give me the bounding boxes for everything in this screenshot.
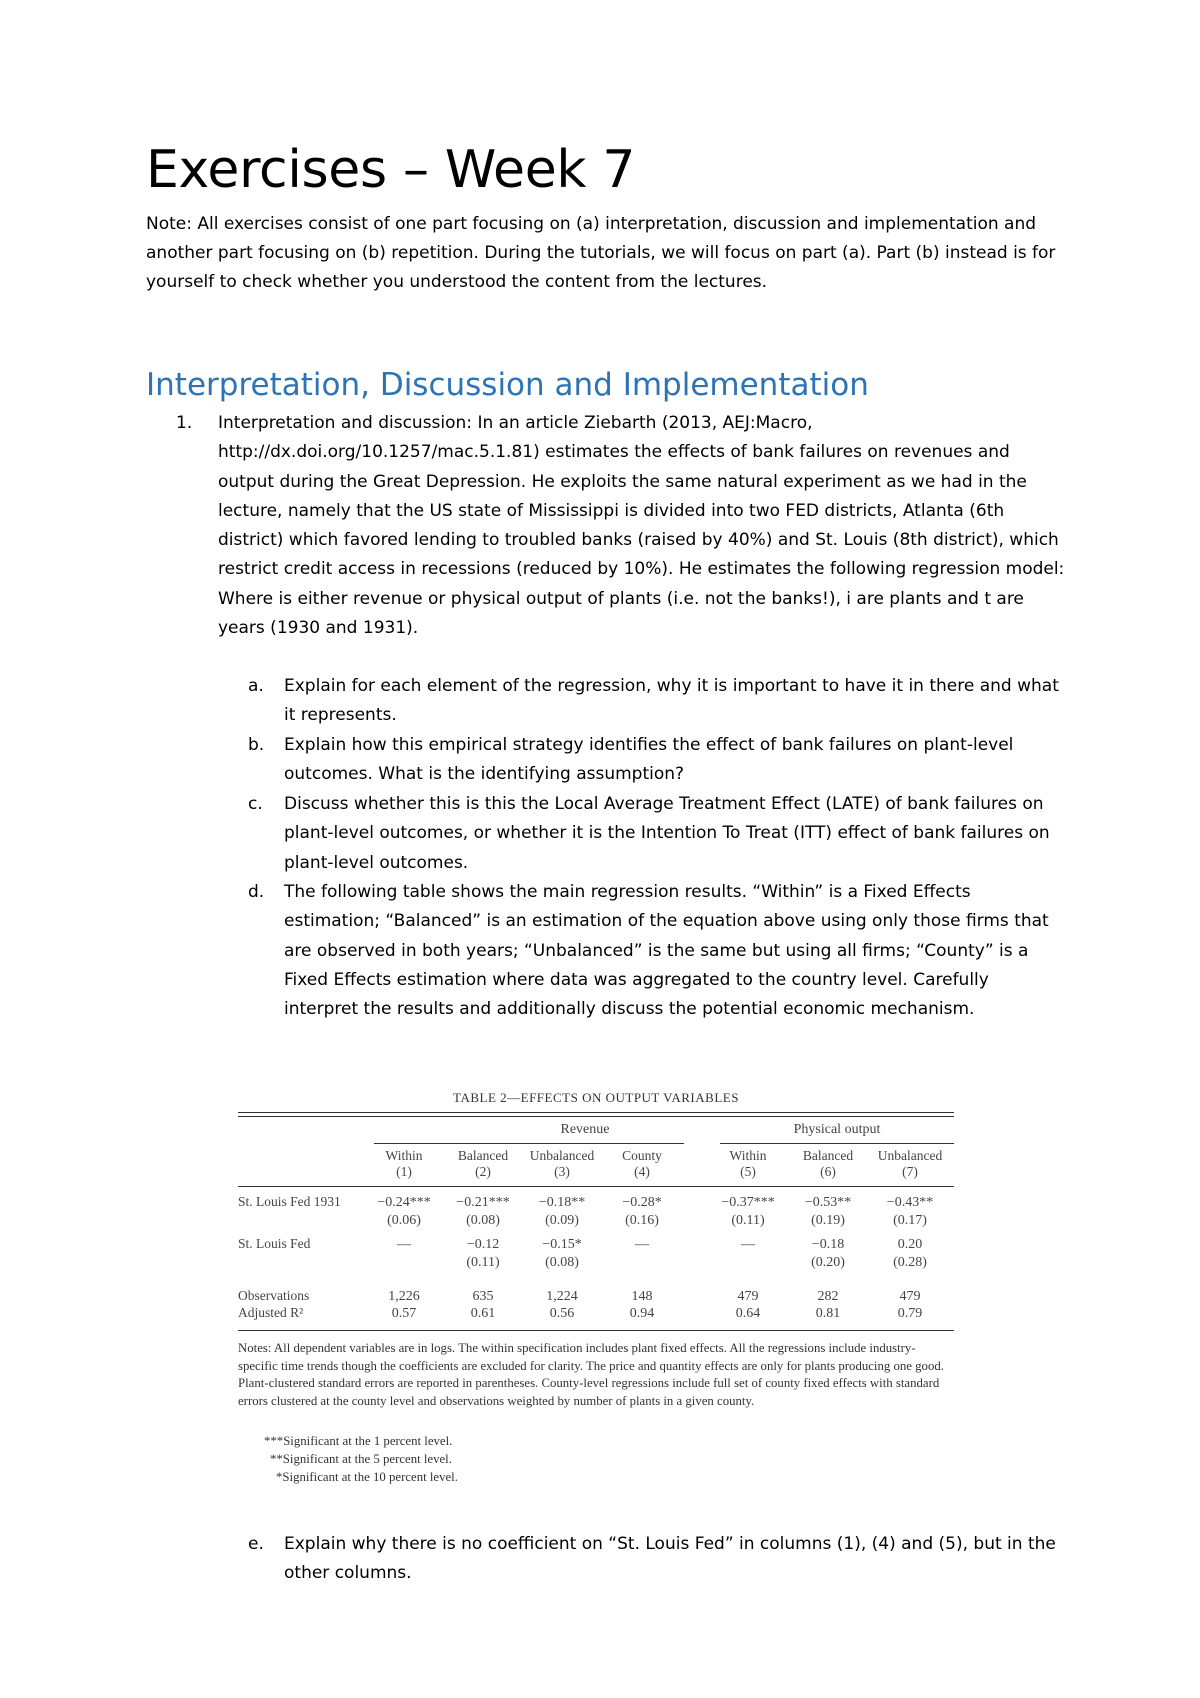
significance-note-5: **Significant at the 5 percent level. <box>270 1452 452 1466</box>
column-header: Balanced (6) <box>802 1148 854 1179</box>
table-cell: 0.81 <box>815 1306 841 1321</box>
group-physical-rule <box>720 1143 954 1144</box>
column-header: Within (1) <box>385 1148 423 1179</box>
table-title: TABLE 2—EFFECTS ON OUTPUT VARIABLES <box>453 1090 739 1105</box>
row-label: Observations <box>238 1288 310 1303</box>
table-cell: 1,224 <box>546 1289 578 1304</box>
row-label: St. Louis Fed 1931 <box>238 1194 341 1209</box>
table-cell: −0.24*** (0.06) <box>377 1195 431 1228</box>
section-heading: Interpretation, Discussion and Implementation <box>146 367 869 403</box>
question-1-body <box>218 409 1068 643</box>
group-revenue-rule <box>374 1143 684 1144</box>
column-header: Balanced (2) <box>457 1148 509 1179</box>
table-cell: 0.79 <box>897 1306 923 1321</box>
table-cell: 1,226 <box>388 1289 420 1304</box>
significance-note-1: ***Significant at the 1 percent level. <box>264 1434 453 1448</box>
row-label: Adjusted R² <box>238 1305 304 1320</box>
table-cell: 479 <box>899 1289 921 1304</box>
subquestion-label: c. <box>248 794 263 814</box>
table-cell: — <box>741 1237 755 1252</box>
table-cell: — <box>397 1237 411 1252</box>
table-cell: −0.15* (0.08) <box>542 1237 582 1270</box>
table-cell: — <box>635 1237 649 1252</box>
question-1-text: Interpretation and discussion: In an article Ziebarth (2013, AEJ:Macro, http://dx.doi.org/10.1257/mac.5.1.81) estimates the effects of bank failures on revenues and output during the Great Depression. He exploits the same natural experiment as we had in the lecture, namely that the US state of Mississippi is divided into two FED districts, Atlanta (6th district) which favored lending to troubled banks (raised by 40%) and St. Louis (8th district), which restrict credit access in recessions (reduced by 10%). He estimates the following regression model: <box>218 413 1065 580</box>
table-cell: −0.18 (0.20) <box>811 1237 845 1270</box>
subquestion-label: d. <box>248 882 265 902</box>
subquestion-text: The following table shows the main regression results. “Within” is a Fixed Effects estimation; “Balanced” is an estimation of the equation above using only those firms that are observed in both years; “Unbalanced” is the same but using all firms; “County” is a Fixed Effects estimation where data was aggregated to the country level. Carefully interpret the results and additionally discuss the potential economic mechanism. <box>284 882 1049 1020</box>
row-label: St. Louis Fed <box>238 1236 311 1251</box>
subquestion-text: Explain how this empirical strategy identifies the effect of bank failures on plant-level outcomes. What is the identifying assumption? <box>284 735 1014 785</box>
subquestion-label: a. <box>248 676 264 696</box>
table-cell: 0.94 <box>629 1306 655 1321</box>
intro-note: Note: All exercises consist of one part focusing on (a) interpretation, discussion and implementation and another part focusing on (b) repetition. During the tutorials, we will focus on part (a). Part (b) instead is for yourself to check whether you understood the content from the lectures. <box>146 214 1056 292</box>
subquestion-text: Discuss whether this is this the Local Average Treatment Effect (LATE) of bank failures on plant-level outcomes, or whether it is the Intention To Treat (ITT) effect of bank failures on plant-level outcomes. <box>284 794 1050 873</box>
table-cell: 479 <box>737 1289 759 1304</box>
table-cell: 0.56 <box>549 1306 575 1321</box>
column-header: Within (5) <box>729 1148 767 1179</box>
question-number: 1. <box>176 413 193 433</box>
table-cell: −0.21*** (0.08) <box>456 1195 510 1228</box>
page-title: Exercises – Week 7 <box>146 140 636 200</box>
subquestion-label: b. <box>248 735 265 755</box>
table-cell: −0.18** (0.09) <box>538 1195 586 1228</box>
table-cell: −0.53** (0.19) <box>804 1195 852 1228</box>
table-cell: −0.28* (0.16) <box>622 1195 662 1228</box>
table-cell: −0.12 (0.11) <box>466 1237 500 1270</box>
column-header: Unbalanced (7) <box>877 1148 943 1179</box>
table-cell: 0.57 <box>391 1306 417 1321</box>
table-cell: 0.64 <box>735 1306 761 1321</box>
significance-note-10: *Significant at the 10 percent level. <box>276 1470 458 1484</box>
table-cell: 0.20 (0.28) <box>893 1237 927 1270</box>
table-cell: 635 <box>472 1289 494 1304</box>
subquestion-text: Explain for each element of the regression, why it is important to have it in there and what it represents. <box>284 676 1059 726</box>
group-physical: Physical output <box>793 1122 881 1137</box>
table-cell: 0.61 <box>470 1306 496 1321</box>
subquestion-label: e. <box>248 1534 264 1554</box>
table-cell: 282 <box>817 1289 839 1304</box>
table-cell: −0.43** (0.17) <box>886 1195 934 1228</box>
table-cell: 148 <box>631 1289 653 1304</box>
table-top-rule-2 <box>238 1116 954 1117</box>
table-cell: −0.37*** (0.11) <box>721 1195 775 1228</box>
subquestion-text: Explain why there is no coefficient on “St. Louis Fed” in columns (1), (4) and (5), but in the other columns. <box>284 1534 1056 1584</box>
column-header: County (4) <box>622 1148 662 1179</box>
table-header-rule <box>238 1186 954 1187</box>
table-top-rule <box>238 1112 954 1113</box>
question-1-where: Where is either revenue or physical output of plants (i.e. not the banks!), i are plants and t are years (1930 and 1931). <box>218 588 1024 639</box>
table-notes: Notes: All dependent variables are in logs. The within specification includes plant fixed effects. All the regressions include industry-specific time trends though the coefficients are excluded for clarity. The price and quantity effects are only for plants producing one good. Plant-clustered standard errors are reported in parentheses. County-level regressions include full set of county fixed effects with standard errors clustered at the county level and observations weighted by number of plants in a given county. <box>238 1341 944 1408</box>
table-bottom-rule <box>238 1330 954 1331</box>
column-header: Unbalanced (3) <box>529 1148 595 1179</box>
group-revenue: Revenue <box>560 1122 610 1137</box>
